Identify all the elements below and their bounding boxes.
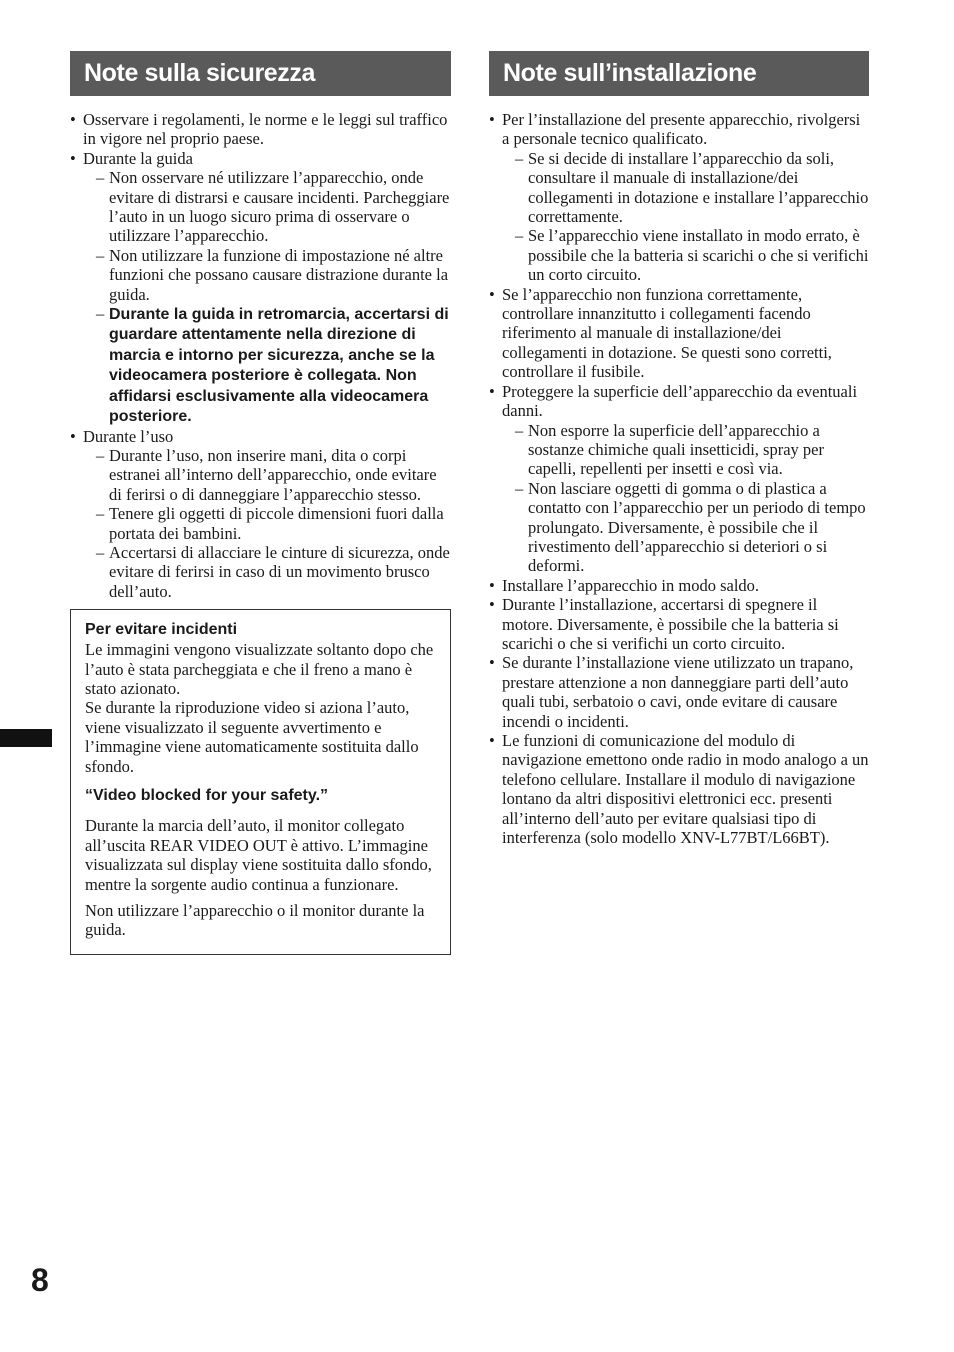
list-item: • Le funzioni di comunicazione del modulo di navigazione emettono onde radio in modo analogo a un telefono cellulare. Installare il modulo di navigazione lontano da altri dispositivi elettronici ecc. presenti all’interno dell’auto per evitare qualsiasi tipo di interferenza (solo modello XNV-L77BT/L66BT).: [489, 731, 869, 847]
installation-notes-column: [489, 51, 869, 847]
list-item: • Proteggere la superficie dell’apparecchio da eventuali danni. – Non esporre la superficie dell’apparecchio a sostanze chimiche quali insetticidi, spray per capelli, repellenti per insetti e così via. – Non lasciare oggetti di gomma o di plastica a contatto con l’apparecchio per un periodo di tempo prolungato. Diversamente, è possibile che il rivestimento dell’apparecchio si deteriori o si deformi.: [489, 382, 869, 576]
sub-list-item: – Accertarsi di allacciare le cinture di sicurezza, onde evitare di ferirsi in caso di un movimento brusco dell’auto.: [83, 543, 451, 601]
list-item: • Se l’apparecchio non funziona correttamente, controllare innanzitutto i collegamenti facendo riferimento al manuale di installazione/dei collegamenti in dotazione. Se questi sono corretti, controllare il fusibile.: [489, 285, 869, 382]
safety-notes-column: [70, 51, 451, 955]
safety-notes-list: [70, 110, 451, 601]
sub-list-item-bold-warning: – Durante la guida in retromarcia, accertarsi di guardare attentamente nella direzione di marcia e intorno per sicurezza, anche se la videocamera posteriore è collegata. Non affidarsi esclusivamente alla videocamera posteriore.: [83, 304, 451, 426]
list-item: • Se durante l’installazione viene utilizzato un trapano, prestare attenzione a non danneggiare parti dell’auto quali tubi, serbatoio o cavi, onde evitare di causare incendi o incidenti.: [489, 653, 869, 731]
box-paragraph: Le immagini vengono visualizzate soltanto dopo che l’auto è stata parcheggiata e che il freno a mano è stato azionato.: [85, 640, 434, 698]
sub-list-item: – Non lasciare oggetti di gomma o di plastica a contatto con l’apparecchio per un periodo di tempo prolungato. Diversamente, è possibile che il rivestimento dell’apparecchio si deteriori o si deformi.: [502, 479, 869, 576]
list-item: • Durante la guida – Non osservare né utilizzare l’apparecchio, onde evitare di distrarsi e causare incidenti. Parcheggiare l’auto in un luogo sicuro prima di osservare o utilizzare l’apparecchio. – Non utilizzare la funzione di impostazione né altre funzioni che possano causare distrazione durante la guida. – Durante la guida in retromarcia, accertarsi di guardare attentamente nella direzione di marcia e intorno per sicurezza, anche se la videocamera posteriore è collegata. Non affidarsi esclusivamente alla videocamera posteriore.: [70, 149, 451, 427]
page-number: 8: [31, 1262, 49, 1298]
sub-list-item: – Non utilizzare la funzione di impostazione né altre funzioni che possano causare distrazione durante la guida.: [83, 246, 451, 304]
sub-list-item: – Non esporre la superficie dell’apparecchio a sostanze chimiche quali insetticidi, spray per capelli, repellenti per insetti e così via.: [502, 421, 869, 479]
list-item: • Durante l’installazione, accertarsi di spegnere il motore. Diversamente, è possibile che la batteria si scarichi o che si verifichi un corto circuito.: [489, 595, 869, 653]
list-item: • Installare l’apparecchio in modo saldo.: [489, 576, 869, 595]
list-item: • Osservare i regolamenti, le norme e le leggi sul traffico in vigore nel proprio paese.: [70, 110, 451, 149]
list-item: • Per l’installazione del presente apparecchio, rivolgersi a personale tecnico qualificato. – Se si decide di installare l’apparecchio da soli, consultare il manuale di installazione/dei collegamenti in dotazione e installare l’apparecchio correttamente. – Se l’apparecchio viene installato in modo errato, è possibile che la batteria si scarichi o che si verifichi un corto circuito.: [489, 110, 869, 285]
box-paragraph: Non utilizzare l’apparecchio o il monitor durante la guida.: [85, 901, 425, 940]
safety-notes-heading: Note sulla sicurezza: [70, 51, 451, 96]
list-item: • Durante l’uso – Durante l’uso, non inserire mani, dita o corpi estranei all’interno dell’apparecchio, onde evitare di ferirsi o di danneggiare l’apparecchio stesso. – Tenere gli oggetti di piccole dimensioni fuori dalla portata dei bambini. – Accertarsi di allacciare le cinture di sicurezza, onde evitare di ferirsi in caso di un movimento brusco dell’auto.: [70, 427, 451, 602]
section-tab-marker: [0, 729, 52, 747]
box-title: Per evitare incidenti: [85, 621, 238, 639]
accident-prevention-box: [70, 609, 451, 955]
sub-list-item: – Durante l’uso, non inserire mani, dita o corpi estranei all’interno dell’apparecchio, onde evitare di ferirsi o di danneggiare l’apparecchio stesso.: [83, 446, 451, 504]
box-paragraph: Se durante la riproduzione video si aziona l’auto, viene visualizzato il seguente avvertimento e l’immagine viene automaticamente sostituita dallo sfondo.: [85, 698, 419, 776]
installation-notes-heading: Note sull’installazione: [489, 51, 869, 96]
box-paragraph: Durante la marcia dell’auto, il monitor collegato all’uscita REAR VIDEO OUT è attivo. L’immagine visualizzata sul display viene sostituita dallo sfondo, mentre la sorgente audio continua a funzionare.: [85, 816, 432, 894]
installation-notes-list: [489, 110, 869, 847]
sub-list-item: – Non osservare né utilizzare l’apparecchio, onde evitare di distrarsi e causare incidenti. Parcheggiare l’auto in un luogo sicuro prima di osservare o utilizzare l’apparecchio.: [83, 168, 451, 246]
box-warning-quote: “Video blocked for your safety.”: [85, 787, 329, 804]
sub-list-item: – Se si decide di installare l’apparecchio da soli, consultare il manuale di installazione/dei collegamenti in dotazione e installare l’apparecchio correttamente.: [502, 149, 869, 227]
sub-list-item: – Tenere gli oggetti di piccole dimensioni fuori dalla portata dei bambini.: [83, 504, 451, 543]
sub-list-item: – Se l’apparecchio viene installato in modo errato, è possibile che la batteria si scarichi o che si verifichi un corto circuito.: [502, 226, 869, 284]
